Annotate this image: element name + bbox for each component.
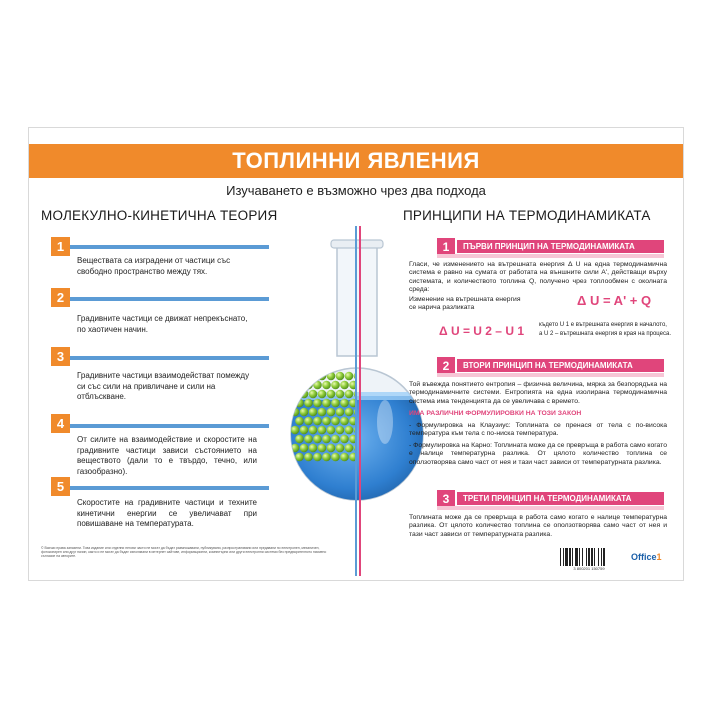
particle-bead (322, 399, 331, 408)
particle-bead (336, 408, 345, 417)
principle-badge-2: 2 (437, 357, 455, 375)
page-title: ТОПЛИННИ ЯВЛЕНИЯ (232, 148, 480, 173)
step-text-2: Градивните частици се движат непрекъснато, по хаотичен начин. (77, 314, 248, 334)
particle-bead (340, 453, 349, 462)
step-text-1: Веществата са изградени от частици със свободно пространство между тях. (77, 256, 231, 276)
formula-delta-u: Δ U = U 2 – U 1 (439, 324, 524, 338)
particle-bead (336, 444, 345, 453)
step-line-3 (69, 356, 269, 360)
principle-badge-3: 3 (437, 490, 455, 508)
particle-bead (318, 444, 327, 453)
particle-bead (340, 381, 349, 390)
particle-bead (336, 426, 345, 435)
particle-bead (300, 444, 309, 453)
principle-sub-2: ИМА РАЗЛИЧНИ ФОРМУЛИРОВКИ НА ТОЗИ ЗАКОН (409, 410, 582, 417)
particle-bead (345, 390, 354, 399)
particle-bead (291, 390, 300, 399)
office1-logo (631, 552, 662, 562)
particle-bead (322, 417, 331, 426)
particle-bead (300, 426, 309, 435)
formula-note-1: където U 1 е вътрешната енергия в началото, (539, 322, 667, 328)
principle-underline-1 (437, 254, 664, 258)
particle-bead (340, 435, 349, 444)
particle-bead (331, 399, 340, 408)
step-line-5 (69, 486, 269, 490)
principle-underline-2 (437, 373, 664, 377)
particle-bead (340, 399, 349, 408)
particle-bead (295, 435, 304, 444)
step-badge-2: 2 (51, 288, 70, 307)
particle-bead (300, 372, 309, 381)
change-label: Изменение на вътрешната енергия се нарича разликата (409, 296, 521, 312)
particle-bead (309, 426, 318, 435)
step-badge-3: 3 (51, 347, 70, 366)
particle-bead (331, 435, 340, 444)
principle-text-1: Гласи, че изменението на вътрешната енергия Δ U на една термодинамична система е равно на сумата от работата на външните сили A', действащи върху системата, и количеството топлина Q, получено чрез топлообмен с околната среда: (409, 261, 667, 294)
particle-bead (295, 417, 304, 426)
flask-illustration (285, 226, 429, 576)
particle-bead (291, 426, 300, 435)
step-line-1 (69, 245, 269, 249)
subtitle: Изучаването е възможно чрез два подхода (226, 183, 486, 198)
particle-bead (345, 444, 354, 453)
particle-bead (304, 381, 313, 390)
particle-bead (331, 417, 340, 426)
particle-bead (291, 408, 300, 417)
formula-note-2: а U 2 – вътрешната енергия в края на процеса. (539, 331, 671, 337)
principle-title-3: ТРЕТИ ПРИНЦИП НА ТЕРМОДИНАМИКАТА (457, 492, 664, 505)
left-heading: МОЛЕКУЛНО-КИНЕТИЧНА ТЕОРИЯ (41, 208, 278, 223)
principle-title-1: ПЪРВИ ПРИНЦИП НА ТЕРМОДИНАМИКАТА (457, 240, 664, 253)
particle-bead (327, 390, 336, 399)
formula-first-law: Δ U = A' + Q (577, 293, 652, 308)
step-line-2 (69, 297, 269, 301)
particle-bead (313, 381, 322, 390)
particle-bead (313, 435, 322, 444)
principle-title-2: ВТОРИ ПРИНЦИП НА ТЕРМОДИНАМИКАТА (457, 359, 664, 372)
step-text-5: Скоростите на градивните частици и техните кинетични енергии се увеличават при повишаване на температурата. (77, 498, 257, 528)
particle-bead (327, 444, 336, 453)
step-text-3: Градивните частици взаимодействат помежду си със сили на привличане и сили на отблъскване. (77, 371, 250, 401)
particle-bead (340, 417, 349, 426)
flask-graphic (285, 226, 429, 576)
particle-bead (345, 426, 354, 435)
particle-bead (295, 453, 304, 462)
copyright-text: © Всички права запазени. Това издание или отделни негови части не могат да бъдат размножавани, публикувани, разпространявани или предавани по електронен, механичен, фотокопирен или друг начин, както и не могат да бъдат използвани в интернет сайтове, информационни, компютърни или други електронни системи без предварителното писмено съгласие на авторите. (41, 546, 327, 559)
particle-bead (313, 399, 322, 408)
particle-bead (327, 408, 336, 417)
particle-bead (331, 381, 340, 390)
principle-badge-1: 1 (437, 238, 455, 256)
particle-bead (327, 426, 336, 435)
particle-bead (318, 408, 327, 417)
particle-bead (318, 426, 327, 435)
particle-bead (295, 381, 304, 390)
particle-bead (313, 453, 322, 462)
particle-bead (291, 372, 300, 381)
step-line-4 (69, 424, 269, 428)
clausius-text: - Формулировка на Клаузиус: Топлината се пренася от тела с по-висока температура към тела с по-ниска температура. (409, 422, 667, 438)
barcode-icon (559, 548, 619, 566)
particle-bead (336, 390, 345, 399)
particle-bead (309, 390, 318, 399)
step-badge-4: 4 (51, 414, 70, 433)
particle-bead (304, 453, 313, 462)
logo-word: Office (631, 552, 657, 562)
step-badge-5: 5 (51, 477, 70, 496)
step-badge-1: 1 (51, 237, 70, 256)
principle-underline-3 (437, 506, 664, 510)
particle-bead (345, 408, 354, 417)
logo-digit: 1 (656, 552, 662, 562)
particle-bead (322, 435, 331, 444)
particle-bead (345, 372, 354, 381)
particle-bead (322, 453, 331, 462)
step-text-4: От силите на взаимодействие и скоростите на градивните частици зависи състоянието на веществото (дали то е твърдо, течно, или газообразно). (77, 435, 257, 476)
carnot-text: - Формулировка на Карно: Топлината може да се превръща в работа само когато е налице температурна разлика. От цялото количество топлина се оползотворява само част от нея и тази част зависи от температурната разлика. (409, 442, 667, 466)
particle-bead (318, 390, 327, 399)
poster (28, 127, 684, 581)
particle-bead (309, 408, 318, 417)
right-heading: ПРИНЦИПИ НА ТЕРМОДИНАМИКАТА (403, 208, 651, 223)
particle-bead (313, 417, 322, 426)
principle-text-3: Топлината може да се превръща в работа само когато е налице температурна разлика. От цялото количество топлина се оползотворява само част от нея и тази част зависи от температурната разлика. (409, 514, 667, 538)
particle-bead (304, 435, 313, 444)
particle-bead (300, 408, 309, 417)
particle-bead (309, 372, 318, 381)
particle-bead (304, 399, 313, 408)
particle-bead (309, 444, 318, 453)
particle-bead (336, 372, 345, 381)
particle-bead (304, 417, 313, 426)
barcode-number: 3 800201 150759 (573, 566, 605, 571)
principle-text-2: Той въвежда понятието ентропия – физична величина, мярка за безпорядъка на термодинамичните системи. Ентропията на една изолирана термодинамична система има тенденцията да се увеличава с времето. (409, 381, 667, 405)
particle-bead (322, 381, 331, 390)
title-banner (29, 144, 683, 178)
divider-blue (355, 226, 357, 576)
particle-bead (331, 453, 340, 462)
divider-pink (359, 226, 361, 576)
